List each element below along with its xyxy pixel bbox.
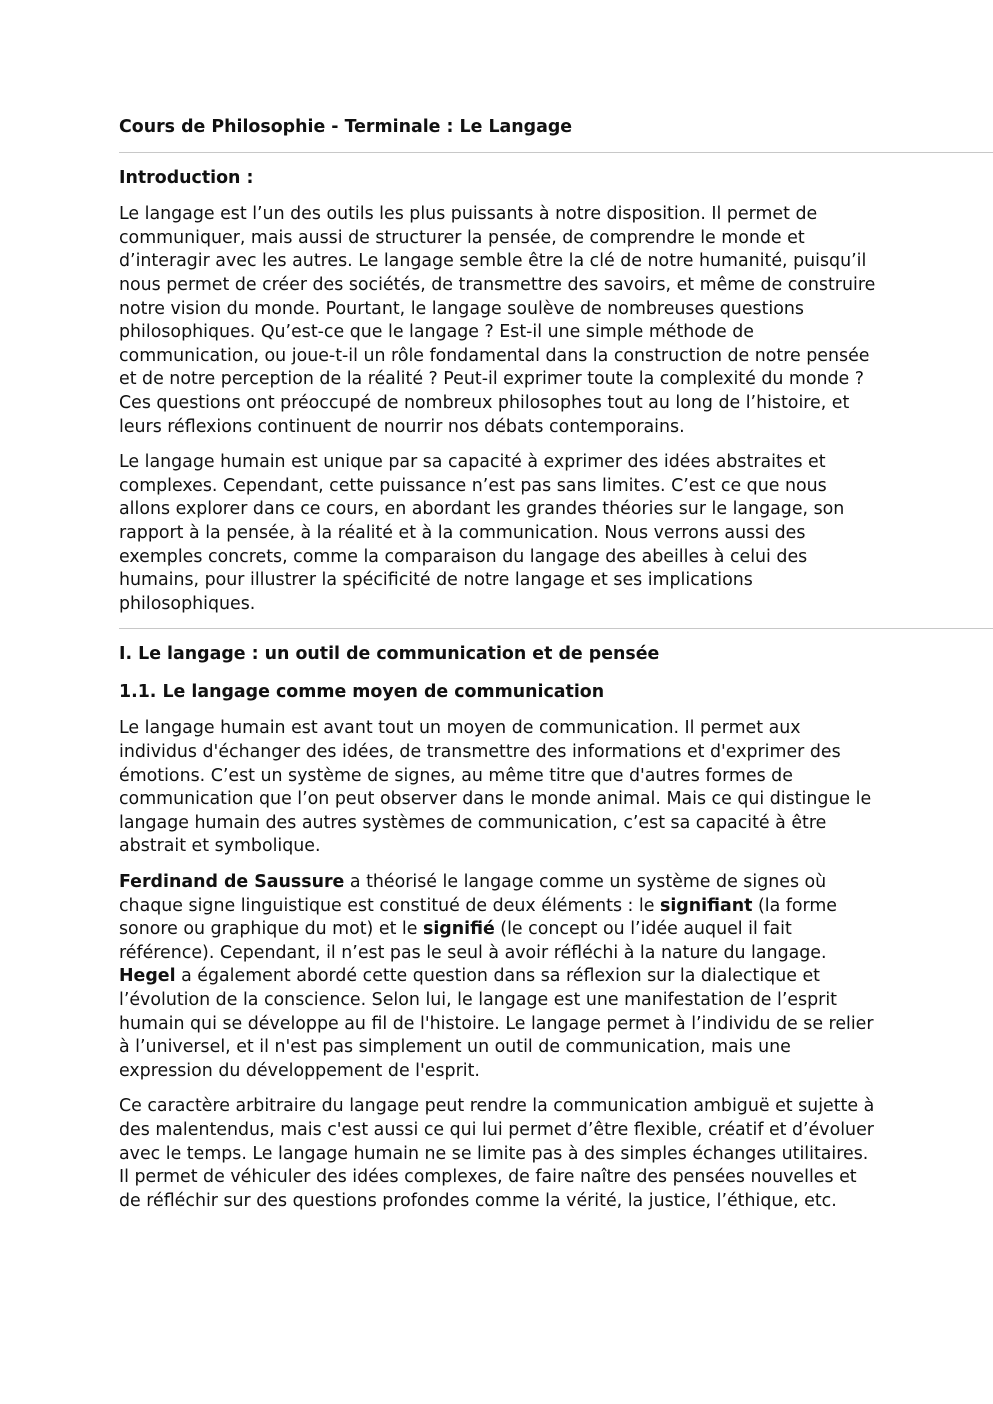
section-1-paragraph-1: Le langage humain est avant tout un moyen de communication. Il permet aux individus d'échanger des idées, de transmettre des informations et d'exprimer des émotions. C’est un système de signes, au même titre que d'autres formes de communication que l’on peut observer dans le monde animal. Mais ce qui distingue le langage humain des autres systèmes de communication, c’est sa capacité à être abstrait et symbolique. <box>119 718 872 857</box>
paragraph-2-text-b: (la forme sonore ou graphique du mot) et le <box>119 895 837 940</box>
intro-paragraph-2: Le langage humain est unique par sa capacité à exprimer des idées abstraites et complexes. Cependant, cette puissance n’est pas sans limites. C’est ce que nous allons explorer dans ce cours, en abordant les grandes théories sur le langage, son rapport à la pensée, à la réalité et à la communication. Nous verrons aussi des exemples concrets, comme la comparaison du langage des abeilles à celui des humains, pour illustrer la spécificité de notre langage et ses implications philosophiques. <box>119 452 845 614</box>
section-1-paragraph-3: Ce caractère arbitraire du langage peut rendre la communication ambiguë et sujette à des malentendus, mais c'est aussi ce qui lui permet d’être flexible, créatif et d’évoluer avec le temps. Le langage humain ne se limite pas à des simples échanges utilitaires. Il permet de véhiculer des idées complexes, de faire naître des pensées nouvelles et de réfléchir sur des questions profondes comme la vérité, la justice, l’éthique, etc. <box>119 1096 875 1211</box>
subsection-1-1-heading: 1.1. Le langage comme moyen de communication <box>119 681 605 702</box>
signifie-term: signifié <box>422 919 495 940</box>
intro-heading: Introduction : <box>119 167 254 188</box>
document-body <box>119 116 879 1213</box>
saussure-name: Ferdinand de Saussure <box>119 872 345 893</box>
paragraph-2-text-d: a également abordé cette question dans sa réflexion sur la dialectique et l’évolution de la conscience. Selon lui, le langage est une manifestation de l’esprit humain qui se développe au fil de l'histoire. Le langage permet à l’individu de se relier à l’universel, et il n'est pas simplement un outil de communication, mais une expression du développement de l'esprit. <box>119 966 874 1081</box>
section-1-heading: I. Le langage : un outil de communication et de pensée <box>119 644 660 665</box>
document-title: Cours de Philosophie - Terminale : Le Langage <box>119 117 573 137</box>
hegel-name: Hegel <box>119 966 176 987</box>
paragraph-2-text-c: (le concept ou l’idée auquel il fait référence). Cependant, il n’est pas le seul à avoir réfléchi à la nature du langage. <box>119 919 827 963</box>
section-divider <box>119 628 993 629</box>
intro-paragraph-1: Le langage est l’un des outils les plus puissants à notre disposition. Il permet de communiquer, mais aussi de structurer la pensée, de comprendre le monde et d’interagir avec les autres. Le langage semble être la clé de notre humanité, puisqu’il nous permet de créer des sociétés, de transmettre des savoirs, et même de construire notre vision du monde. Pourtant, le langage soulève de nombreuses questions philosophiques. Qu’est-ce que le langage ? Est-il une simple méthode de communication, ou joue-t-il un rôle fondamental dans la construction de notre pensée et de notre perception de la réalité ? Peut-il exprimer toute la complexité du monde ? Ces questions ont préoccupé de nombreux philosophes tout au long de l’histoire, et leurs réflexions continuent de nourrir nos débats contemporains. <box>119 204 876 437</box>
title-divider <box>119 152 993 153</box>
section-1-paragraph-2 <box>119 871 879 1083</box>
signifiant-term: signifiant <box>660 895 753 916</box>
paragraph-2-text-a: a théorisé le langage comme un système de signes où chaque signe linguistique est constitué de deux éléments : le <box>119 872 827 916</box>
